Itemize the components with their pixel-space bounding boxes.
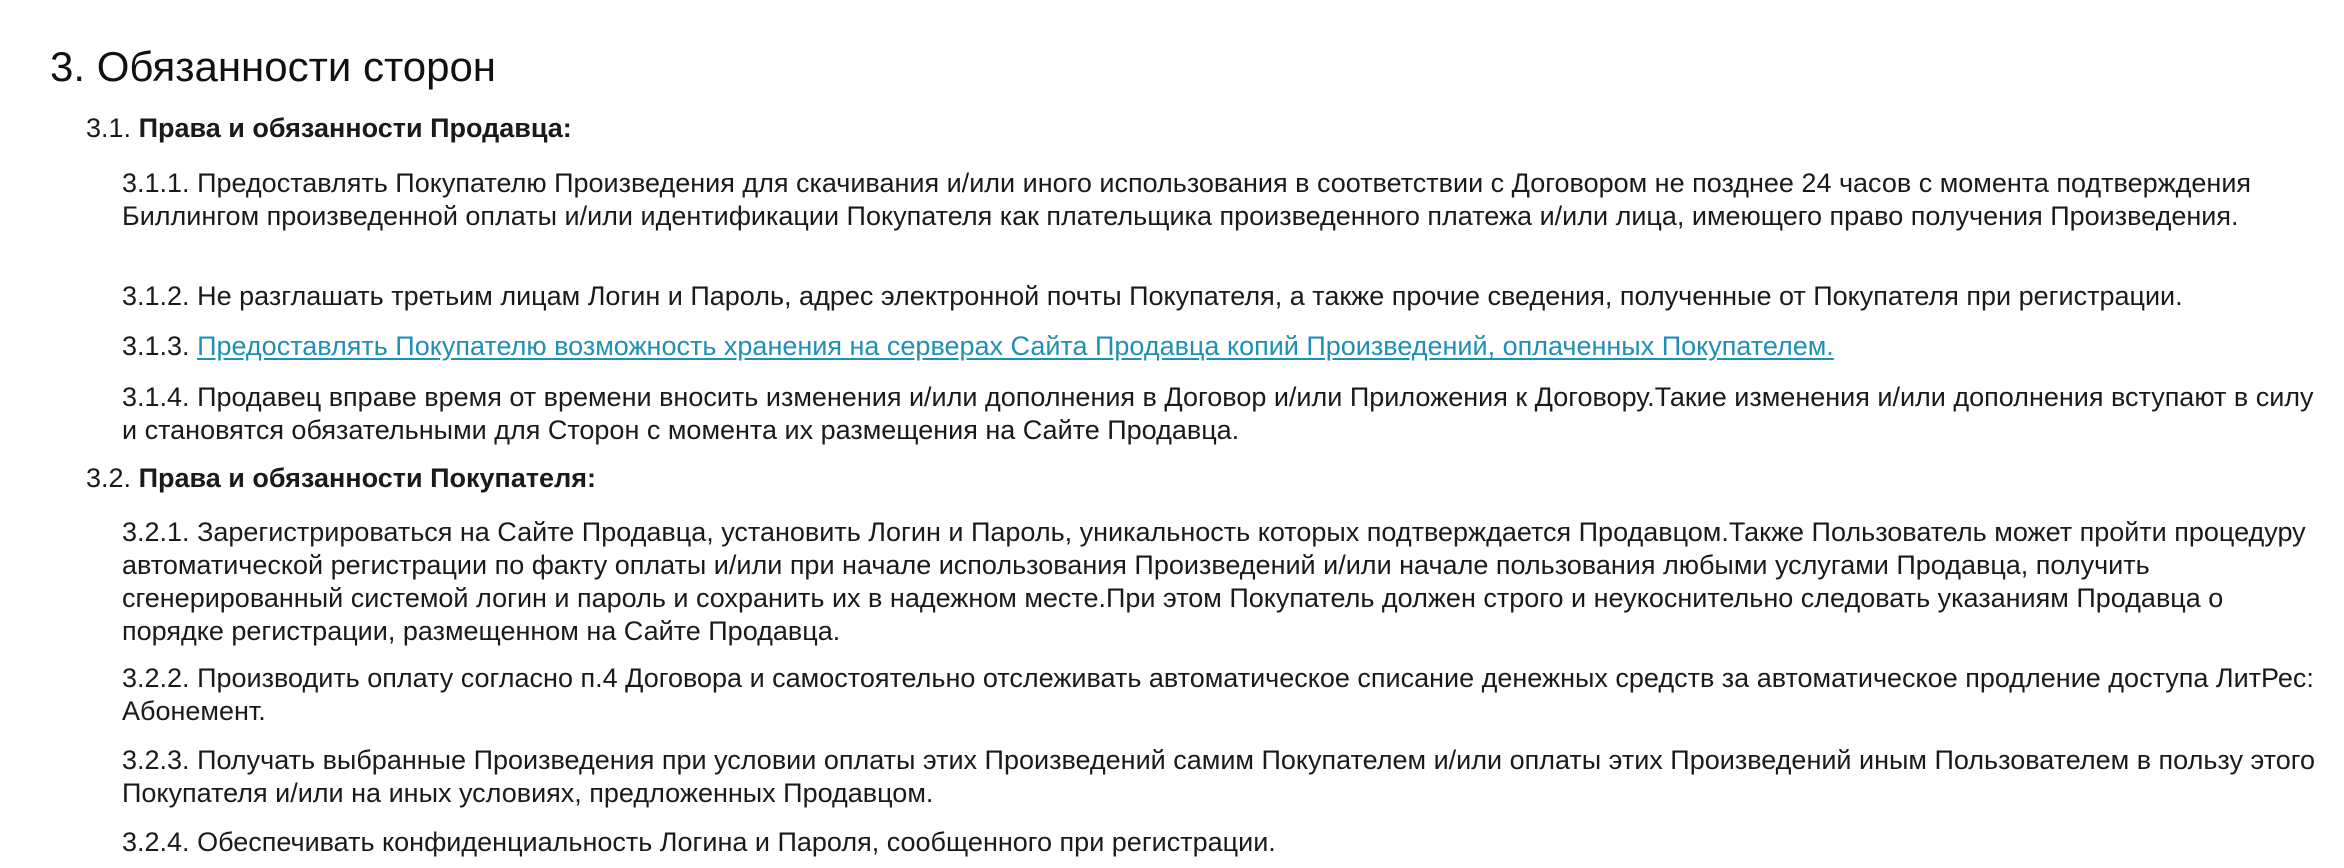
subsection-title: Права и обязанности Продавца: <box>138 113 572 143</box>
clause-number: 3.1.2. <box>122 281 190 311</box>
clause-number: 3.2.2. <box>122 663 190 693</box>
clause-text: Продавец вправе время от времени вносить изменения и/или дополнения в Договор и/или Приложения к Договору.Такие изменения и/или дополнения вступают в силу и становятся обязательными для Сторон с момента их размещения на Сайте Продавца. <box>122 382 2314 445</box>
clause-text: Не разглашать третьим лицам Логин и Пароль, адрес электронной почты Покупателя, а также прочие сведения, полученные от Покупателя при регистрации. <box>197 281 2183 311</box>
clause-text: Зарегистрироваться на Сайте Продавца, установить Логин и Пароль, уникальность которых подтверждается Продавцом.Также Пользователь может пройти процедуру автоматической регистрации по факту оплаты и/или при начале использования Произведений и/или начале пользования любыми услугами Продавца, получить сгенерированный системой логин и пароль и сохранить их в надежном месте.При этом Покупатель должен строго и неукоснительно следовать указаниям Продавца о порядке регистрации, размещенном на Сайте Продавца. <box>122 517 2306 646</box>
clause-3-1-1 <box>122 167 2324 233</box>
subsection-heading-3-1 <box>86 112 572 145</box>
clause-text: Получать выбранные Произведения при условии оплаты этих Произведений самим Покупателем и/или оплаты этих Произведений иным Пользователем в пользу этого Покупателя и/или на иных условиях, предложенных Продавцом. <box>122 745 2316 808</box>
subsection-number: 3.2. <box>86 463 132 493</box>
clause-number: 3.1.1. <box>122 168 190 198</box>
clause-number: 3.2.3. <box>122 745 190 775</box>
subsection-number: 3.1. <box>86 113 132 143</box>
clause-3-1-4 <box>122 381 2324 447</box>
clause-number: 3.1.4. <box>122 382 190 412</box>
subsection-title: Права и обязанности Покупателя: <box>138 463 596 493</box>
clause-3-1-2 <box>122 280 2324 313</box>
clause-3-2-1 <box>122 516 2324 648</box>
clause-text: Производить оплату согласно п.4 Договора и самостоятельно отслеживать автоматическое списание денежных средств за автоматическое продление доступа ЛитРес: Абонемент. <box>122 663 2314 726</box>
clause-number: 3.1.3. <box>122 331 190 361</box>
section-title: 3. Обязанности сторон <box>50 43 497 90</box>
clause-3-1-3 <box>122 330 2324 363</box>
clause-number: 3.2.1. <box>122 517 190 547</box>
clause-text: Предоставлять Покупателю Произведения для скачивания и/или иного использования в соответствии с Договором не позднее 24 часов с момента подтверждения Биллингом произведенной оплаты и/или идентификации Покупателя как плательщика произведенного платежа и/или лица, имеющего право получения Произведения. <box>122 168 2252 231</box>
clause-number: 3.2.4. <box>122 827 190 857</box>
clause-3-2-4 <box>122 826 2324 859</box>
subsection-heading-3-2 <box>86 462 596 495</box>
clause-3-2-3 <box>122 744 2324 810</box>
clause-3-2-2 <box>122 662 2324 728</box>
clause-link[interactable]: Предоставлять Покупателю возможность хранения на серверах Сайта Продавца копий Произведений, оплаченных Покупателем. <box>197 331 1834 361</box>
clause-text: Обеспечивать конфиденциальность Логина и Пароля, сообщенного при регистрации. <box>197 827 1276 857</box>
